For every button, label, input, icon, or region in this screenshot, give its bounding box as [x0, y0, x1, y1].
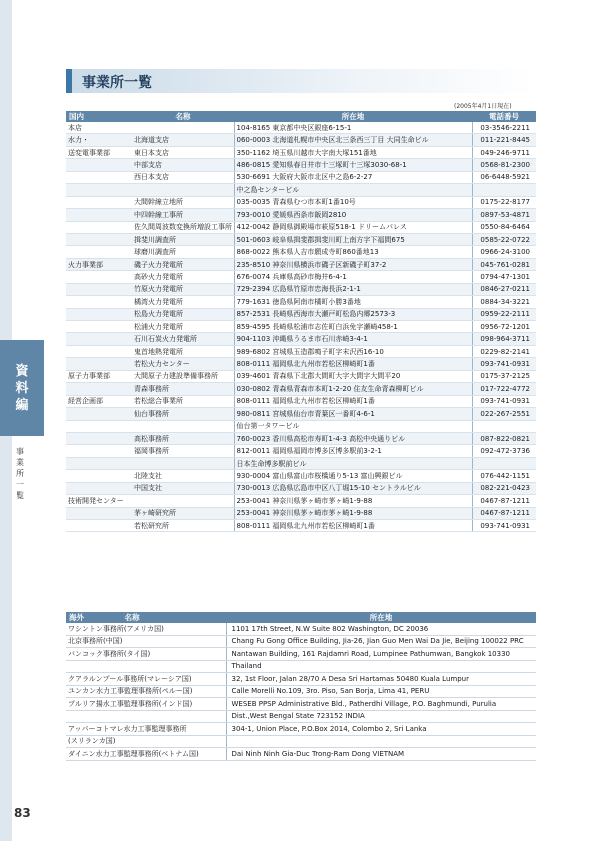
- division-cell: [66, 321, 132, 333]
- phone-cell: 0897-53-4871: [472, 209, 536, 221]
- address-cell: 676-0074 兵庫県高砂市梅井6-4-1: [234, 271, 472, 283]
- table-row: [66, 271, 536, 283]
- page-title-banner: [66, 69, 536, 93]
- office-name-cell: 石川石炭火力発電所: [132, 333, 234, 345]
- table-row: [66, 184, 536, 196]
- division-cell: [66, 420, 132, 432]
- phone-cell: 093-741-0931: [472, 395, 536, 407]
- section-subtitle-char: 覧: [16, 491, 24, 500]
- overseas-name-cell: [66, 660, 226, 673]
- address-cell: 235-8510 神奈川県横浜市磯子区新磯子町37-2: [234, 258, 472, 270]
- table-row: [66, 635, 536, 648]
- address-cell: 060-0003 北海道札幌市中央区北三条西三丁目 大同生命ビル: [234, 134, 472, 146]
- table-row: [66, 420, 536, 432]
- phone-cell: 0467-87-1211: [472, 507, 536, 519]
- division-cell: 本店: [66, 122, 132, 134]
- table-row: [66, 520, 536, 532]
- address-cell: 530-6691 大阪府大阪市北区中之島6-2-27: [234, 171, 472, 183]
- overseas-address-cell: Nantawan Building, 161 Rajdamri Road, Lumpinee Pathumwan, Bangkok 10330: [226, 648, 536, 661]
- section-subtitle-char: 所: [16, 469, 24, 478]
- phone-cell: 017-722-4772: [472, 383, 536, 395]
- phone-cell: 076-442-1151: [472, 470, 536, 482]
- office-name-cell: [132, 495, 234, 507]
- division-cell: [66, 358, 132, 370]
- phone-cell: 093-741-0931: [472, 358, 536, 370]
- division-cell: [66, 432, 132, 444]
- division-cell: [66, 233, 132, 245]
- header-address: 所在地: [234, 111, 472, 122]
- phone-cell: 0884-34-3221: [472, 296, 536, 308]
- phone-cell: 0229-82-2141: [472, 345, 536, 357]
- section-tab-char: 料: [15, 380, 29, 396]
- table-row: [66, 283, 536, 295]
- office-name-cell: 竹原火力発電所: [132, 283, 234, 295]
- overseas-name-cell: [66, 710, 226, 723]
- table-row: [66, 623, 536, 635]
- division-cell: [66, 507, 132, 519]
- address-cell: 039-4601 青森県下北郡大間町大字大間字大間平20: [234, 370, 472, 382]
- address-cell: 808-0111 福岡県北九州市若松区柳崎町1番: [234, 395, 472, 407]
- phone-cell: 0175-37-2125: [472, 370, 536, 382]
- division-cell: 経営企画部: [66, 395, 132, 407]
- division-cell: [66, 345, 132, 357]
- phone-cell: 011-221-8445: [472, 134, 536, 146]
- division-cell: [66, 209, 132, 221]
- section-subtitle-char: 業: [16, 458, 24, 467]
- overseas-address-cell: [226, 735, 536, 748]
- table-row: [66, 246, 536, 258]
- header-overseas: [66, 612, 226, 623]
- office-name-cell: 松島火力発電所: [132, 308, 234, 320]
- office-name-cell: 大間幹線立地所: [132, 196, 234, 208]
- table-row: [66, 723, 536, 736]
- address-cell: 253-0041 神奈川県茅ヶ崎市茅ヶ崎1-9-88: [234, 495, 472, 507]
- overseas-offices-table: [66, 612, 536, 761]
- division-cell: [66, 482, 132, 494]
- address-cell: 859-4595 長崎県松浦市志佐町白浜免字瀬崎458-1: [234, 321, 472, 333]
- division-cell: [66, 445, 132, 457]
- address-cell: 729-2394 広島県竹原市忠海長浜2-1-1: [234, 283, 472, 295]
- phone-cell: 045-761-0281: [472, 258, 536, 270]
- address-cell: 486-0815 愛知県春日井市十三塚町十三塚3030-68-1: [234, 159, 472, 171]
- overseas-address-cell: Dai Ninh Ninh Gia-Duc Trong-Ram Dong VIETNAM: [226, 748, 536, 761]
- table-row: [66, 333, 536, 345]
- office-name-cell: 高砂火力発電所: [132, 271, 234, 283]
- address-cell: 仙台第一タワービル: [234, 420, 472, 432]
- table-row: [66, 146, 536, 158]
- division-cell: [66, 221, 132, 233]
- phone-cell: 03-3546-2211: [472, 122, 536, 134]
- section-subtitle-char: 事: [16, 447, 24, 456]
- table-row: [66, 258, 536, 270]
- phone-cell: [472, 457, 536, 469]
- address-cell: 中之島センタービル: [234, 184, 472, 196]
- table-row: [66, 308, 536, 320]
- division-cell: [66, 246, 132, 258]
- address-cell: 904-1103 沖縄県うるま市石川赤崎3-4-1: [234, 333, 472, 345]
- table-row: [66, 395, 536, 407]
- office-name-cell: [132, 184, 234, 196]
- office-name-cell: 中部支店: [132, 159, 234, 171]
- office-name-cell: 若松火力センター: [132, 358, 234, 370]
- table-row: [66, 209, 536, 221]
- table-row: [66, 673, 536, 686]
- table-row: [66, 134, 536, 146]
- phone-cell: [472, 184, 536, 196]
- table-row: [66, 495, 536, 507]
- overseas-name-cell: プルリア揚水工事監理事務所(インド国): [66, 698, 226, 711]
- division-cell: 水力・: [66, 134, 132, 146]
- division-cell: [66, 283, 132, 295]
- phone-cell: 082-221-0423: [472, 482, 536, 494]
- section-tab: [0, 340, 44, 436]
- overseas-address-cell: 32, 1st Floor, Jalan 28/70 A Desa Sri Hartamas 50480 Kuala Lumpur: [226, 673, 536, 686]
- table-row: [66, 748, 536, 761]
- phone-cell: 093-741-0931: [472, 520, 536, 532]
- header-overseas-address: 所在地: [226, 612, 536, 623]
- header-phone: 電話番号: [472, 111, 536, 122]
- table-row: [66, 735, 536, 748]
- address-cell: 857-2531 長崎県西海市大瀬戸町松島内郷2573-3: [234, 308, 472, 320]
- division-cell: [66, 271, 132, 283]
- table-row: [66, 648, 536, 661]
- phone-cell: 0794-47-1301: [472, 271, 536, 283]
- section-subtitle-char: 一: [16, 480, 24, 489]
- address-cell: 812-0011 福岡県福岡市博多区博多駅前3-2-1: [234, 445, 472, 457]
- table-row: [66, 370, 536, 382]
- table-row: [66, 233, 536, 245]
- domestic-offices-table: [66, 111, 536, 532]
- overseas-address-cell: WESEB PPSP Administrative Bld., Patherdhi Village, P.O. Baghmundi, Purulia: [226, 698, 536, 711]
- office-name-cell: 北陸支社: [132, 470, 234, 482]
- table-row: [66, 457, 536, 469]
- office-name-cell: 東日本支店: [132, 146, 234, 158]
- overseas-address-cell: Dist.,West Bengal State 723152 INDIA: [226, 710, 536, 723]
- division-cell: [66, 333, 132, 345]
- table-row: [66, 358, 536, 370]
- table-row: [66, 507, 536, 519]
- table-row: [66, 470, 536, 482]
- header-name: 名称: [132, 111, 234, 122]
- office-name-cell: 北海道支店: [132, 134, 234, 146]
- address-cell: 930-0004 富山県富山市桜橋通り5-13 富山興銀ビル: [234, 470, 472, 482]
- office-name-cell: 高松事務所: [132, 432, 234, 444]
- overseas-name-cell: ワシントン事務所(アメリカ国): [66, 623, 226, 635]
- phone-cell: 06-6448-5921: [472, 171, 536, 183]
- division-cell: [66, 296, 132, 308]
- division-cell: 原子力事業部: [66, 370, 132, 382]
- header-overseas-name: 名称: [124, 613, 140, 622]
- division-cell: [66, 470, 132, 482]
- address-cell: 412-0042 静岡県御殿場市萩原518-1 ドリームパレス: [234, 221, 472, 233]
- office-name-cell: 松浦火力発電所: [132, 321, 234, 333]
- overseas-address-cell: Thailand: [226, 660, 536, 673]
- address-cell: 350-1162 埼玉県川越市大字南大塚151番地: [234, 146, 472, 158]
- division-cell: [66, 457, 132, 469]
- table-row: [66, 482, 536, 494]
- table-row: [66, 171, 536, 183]
- office-name-cell: 鬼首地熱発電所: [132, 345, 234, 357]
- division-cell: [66, 383, 132, 395]
- office-name-cell: 若松研究所: [132, 520, 234, 532]
- office-name-cell: [132, 457, 234, 469]
- office-name-cell: 仙台事務所: [132, 408, 234, 420]
- phone-cell: 0959-22-2111: [472, 308, 536, 320]
- office-name-cell: 大間原子力建設準備事務所: [132, 370, 234, 382]
- phone-cell: 0956-72-1201: [472, 321, 536, 333]
- address-cell: 035-0035 青森県むつ市本町1番10号: [234, 196, 472, 208]
- office-name-cell: 若松総合事業所: [132, 395, 234, 407]
- office-name-cell: 茅ヶ崎研究所: [132, 507, 234, 519]
- address-cell: 760-0023 香川県高松市寿町1-4-3 高松中央通りビル: [234, 432, 472, 444]
- table-row: [66, 660, 536, 673]
- phone-cell: 0175-22-8177: [472, 196, 536, 208]
- division-cell: [66, 171, 132, 183]
- office-name-cell: 球磨川調査所: [132, 246, 234, 258]
- table-row: [66, 685, 536, 698]
- phone-cell: 0467-87-1211: [472, 495, 536, 507]
- address-cell: 793-0010 愛媛県西条市飯岡2810: [234, 209, 472, 221]
- overseas-name-cell: アッパーコトマレ水力工事監理事務所: [66, 723, 226, 736]
- overseas-address-cell: Calle Morelli No.109, 3ro. Piso, San Borja, Lima 41, PERU: [226, 685, 536, 698]
- phone-cell: 049-246-9711: [472, 146, 536, 158]
- table-row: [66, 196, 536, 208]
- overseas-name-cell: (スリランカ国): [66, 735, 226, 748]
- phone-cell: 0585-22-0722: [472, 233, 536, 245]
- phone-cell: 098-964-3711: [472, 333, 536, 345]
- address-cell: 980-0811 宮城県仙台市青葉区一番町4-6-1: [234, 408, 472, 420]
- section-tab-char: 編: [15, 397, 29, 413]
- overseas-name-cell: バンコック事務所(タイ国): [66, 648, 226, 661]
- phone-cell: 087-822-0821: [472, 432, 536, 444]
- page-title: 事業所一覧: [82, 75, 152, 91]
- address-cell: 104-8165 東京都中央区銀座6-15-1: [234, 122, 472, 134]
- table-row: [66, 408, 536, 420]
- address-cell: 808-0111 福岡県北九州市若松区柳崎町1番: [234, 358, 472, 370]
- office-name-cell: [132, 122, 234, 134]
- table-row: [66, 432, 536, 444]
- phone-cell: 0966-24-3100: [472, 246, 536, 258]
- phone-cell: 022-267-2551: [472, 408, 536, 420]
- office-name-cell: 磯子火力発電所: [132, 258, 234, 270]
- table-row: [66, 383, 536, 395]
- overseas-address-cell: 304-1, Union Place, P.O.Box 2014, Colombo 2, Sri Lanka: [226, 723, 536, 736]
- division-cell: 技術開発センター: [66, 495, 132, 507]
- table-row: [66, 159, 536, 171]
- address-cell: 253-0041 神奈川県茅ヶ崎市茅ヶ崎1-9-88: [234, 507, 472, 519]
- table-row: [66, 321, 536, 333]
- office-name-cell: 青森事務所: [132, 383, 234, 395]
- overseas-name-cell: 北京事務所(中国): [66, 635, 226, 648]
- phone-cell: 0568-81-2300: [472, 159, 536, 171]
- address-cell: 779-1631 徳島県阿南市橘町小勝3番地: [234, 296, 472, 308]
- table-row: [66, 122, 536, 134]
- table-row: [66, 698, 536, 711]
- office-name-cell: 橘湾火力発電所: [132, 296, 234, 308]
- division-cell: [66, 308, 132, 320]
- overseas-name-cell: クアラルンプール事務所(マレーシア国): [66, 673, 226, 686]
- address-cell: 日本生命博多駅前ビル: [234, 457, 472, 469]
- division-cell: 送変電事業部: [66, 146, 132, 158]
- table-row: [66, 221, 536, 233]
- division-cell: [66, 520, 132, 532]
- office-name-cell: 中四幹線工事所: [132, 209, 234, 221]
- office-name-cell: 中国支社: [132, 482, 234, 494]
- phone-cell: 0550-84-6464: [472, 221, 536, 233]
- overseas-name-cell: ダイニン水力工事監理事務所(ベトナム国): [66, 748, 226, 761]
- division-cell: 火力事業部: [66, 258, 132, 270]
- address-cell: 989-6802 宮城県玉造郡鳴子町字末沢西16-10: [234, 345, 472, 357]
- phone-cell: [472, 420, 536, 432]
- address-cell: 501-0603 岐阜県揖斐郡揖斐川町上南方字下福間675: [234, 233, 472, 245]
- address-cell: 030-0802 青森県青森市本町1-2-20 住友生命青森柳町ビル: [234, 383, 472, 395]
- division-cell: [66, 184, 132, 196]
- office-name-cell: 揖斐川調査所: [132, 233, 234, 245]
- section-tab-char: 資: [15, 363, 29, 379]
- table-row: [66, 296, 536, 308]
- date-note: (2005年4月1日現在): [454, 103, 512, 110]
- office-name-cell: 福岡事務所: [132, 445, 234, 457]
- table-row: [66, 710, 536, 723]
- division-cell: [66, 408, 132, 420]
- overseas-name-cell: ユンカン水力工事監理事務所(ペルー国): [66, 685, 226, 698]
- office-name-cell: 佐久間周波数変換所増設工事所: [132, 221, 234, 233]
- page-number: 83: [14, 806, 31, 820]
- address-cell: 808-0111 福岡県北九州市若松区柳崎町1番: [234, 520, 472, 532]
- header-overseas-label: 海外: [69, 613, 84, 622]
- table-row: [66, 445, 536, 457]
- phone-cell: 0846-27-0211: [472, 283, 536, 295]
- office-name-cell: 西日本支店: [132, 171, 234, 183]
- division-cell: [66, 159, 132, 171]
- address-cell: 730-0013 広島県広島市中区八丁堀15-10 セントラルビル: [234, 482, 472, 494]
- overseas-address-cell: 1101 17th Street, N.W Suite 802 Washington, DC 20036: [226, 623, 536, 635]
- section-subtitle: [13, 446, 27, 501]
- header-domestic: 国内: [66, 111, 132, 122]
- table-row: [66, 345, 536, 357]
- overseas-address-cell: Chang Fu Gong Office Building, Jia-26, Jian Guo Men Wai Da Jie, Beijing 100022 PRC: [226, 635, 536, 648]
- office-name-cell: [132, 420, 234, 432]
- division-cell: [66, 196, 132, 208]
- phone-cell: 092-472-3736: [472, 445, 536, 457]
- address-cell: 868-0022 熊本県人吉市願成寺町860番地13: [234, 246, 472, 258]
